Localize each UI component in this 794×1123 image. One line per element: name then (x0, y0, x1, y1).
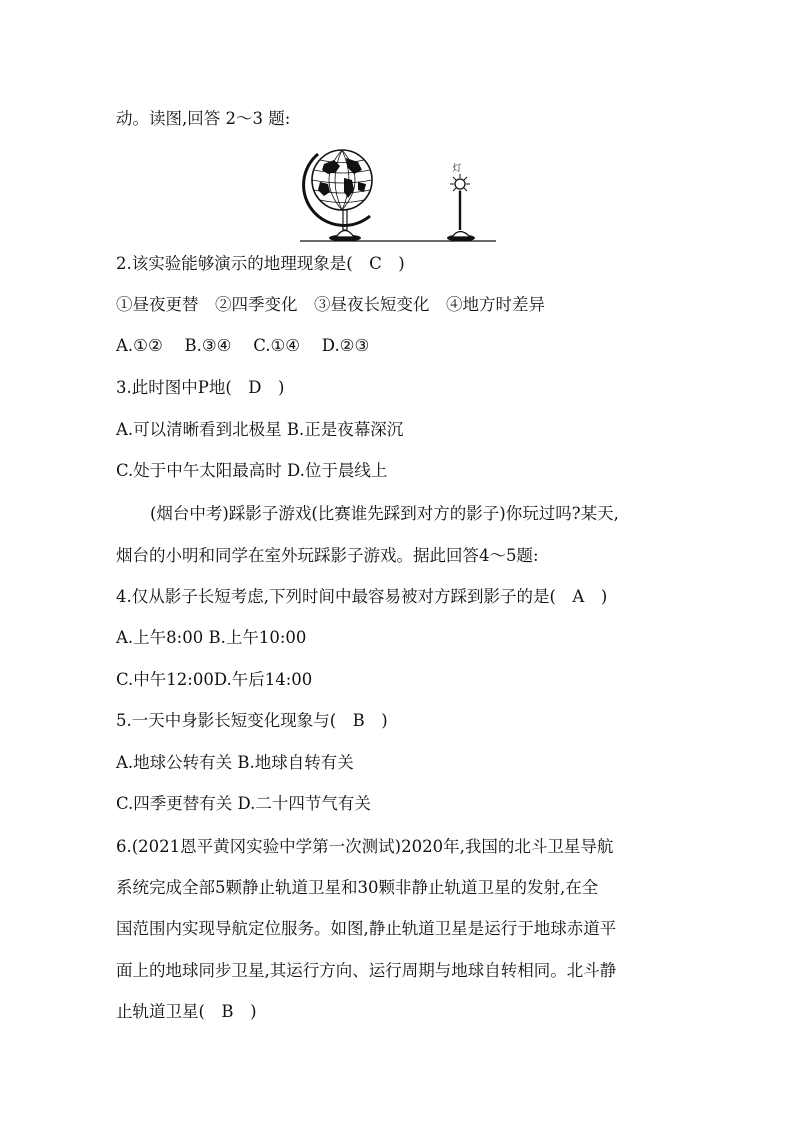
question-2: 2.该实验能够演示的地理现象是( C ) (116, 254, 405, 273)
question-3-options-cd: C.处于中午太阳最高时 D.位于晨线上 (116, 461, 388, 480)
lamp-illustration (447, 162, 475, 242)
globe-illustration (300, 150, 496, 242)
question-5-options-ab: A.地球公转有关 B.地球自转有关 (116, 753, 354, 772)
question-6-line-1: 6.(2021恩平黄冈实验中学第一次测试)2020年,我国的北斗卫星导航 (116, 837, 614, 856)
question-6-line-4: 面上的地球同步卫星,其运行方向、运行周期与地球自转相同。北斗静 (116, 961, 617, 980)
question-6-line-3: 国范围内实现导航定位服务。如图,静止轨道卫星是运行于地球赤道平 (116, 919, 617, 938)
question-4-options-cd: C.中午12:00D.午后14:00 (116, 670, 313, 689)
globe-lamp-figure (298, 138, 498, 246)
question-3-options-ab: A.可以清晰看到北极星 B.正是夜幕深沉 (116, 420, 404, 439)
question-3: 3.此时图中P地( D ) (116, 378, 285, 397)
question-2-options: A.①② B.③④ C.①④ D.②③ (116, 336, 370, 355)
question-4: 4.仅从影子长短考虑,下列时间中最容易被对方踩到影子的是( A ) (116, 587, 608, 606)
question-6-line-5: 止轨道卫星( B ) (116, 1002, 257, 1021)
passage-yantai-line-1: (烟台中考)踩影子游戏(比赛谁先踩到对方的影子)你玩过吗?某天, (150, 504, 619, 523)
question-5-options-cd: C.四季更替有关 D.二十四节气有关 (116, 794, 371, 813)
question-5: 5.一天中身影长短变化现象与( B ) (116, 711, 388, 730)
question-4-options-ab: A.上午8:00 B.上午10:00 (116, 628, 307, 647)
question-6-line-2: 系统完成全部5颗静止轨道卫星和30颗非静止轨道卫星的发射,在全 (116, 878, 599, 897)
lamp-label: 灯 (452, 164, 462, 174)
text-line-1: 动。读图,回答 2～3 题: (116, 109, 291, 128)
passage-yantai-line-2: 烟台的小明和同学在室外玩踩影子游戏。据此回答4～5题: (116, 546, 539, 565)
question-2-statements: ①昼夜更替 ②四季变化 ③昼夜长短变化 ④地方时差异 (116, 295, 545, 314)
